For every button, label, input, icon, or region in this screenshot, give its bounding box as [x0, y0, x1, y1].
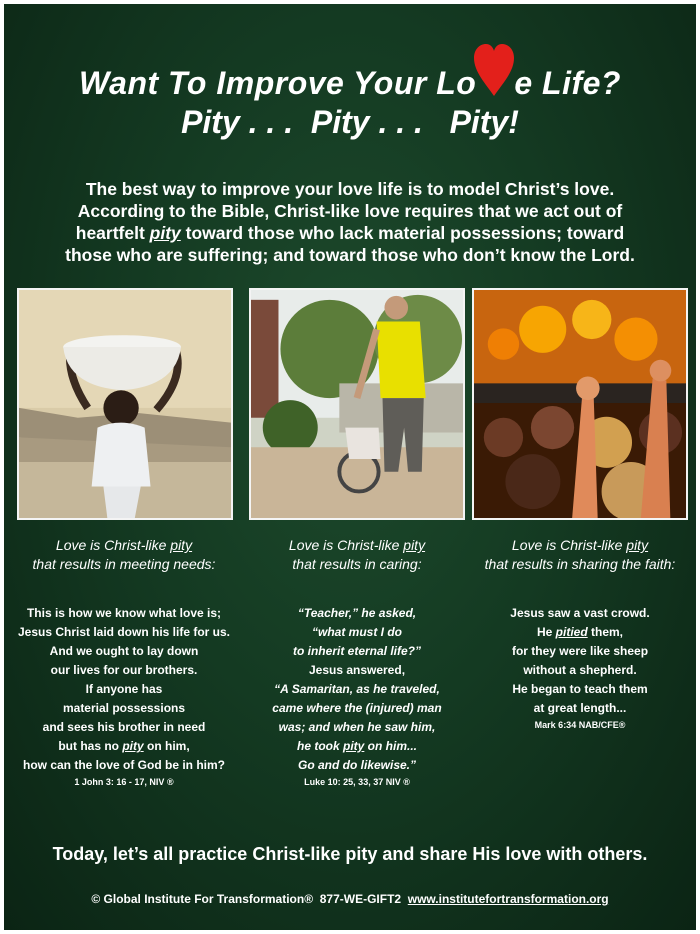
intro-line-1: The best way to improve your love life is to model Christ’s love.	[85, 179, 615, 199]
wheelchair-helper-photo	[249, 288, 465, 520]
worship-concert-photo	[472, 288, 688, 520]
footer-text: © Global Institute For Transformation® 877-WE-GIFT2	[91, 892, 408, 906]
heart-icon	[472, 42, 516, 98]
website-link[interactable]: www.institutefortransformation.org	[407, 892, 609, 906]
child-carrying-basin-photo	[17, 288, 233, 520]
caption-meeting-needs: Love is Christ-like pity that results in meeting needs:	[32, 537, 216, 572]
quote-mark: Jesus saw a vast crowd. He pitied them, for they were like sheep without a shepherd. He began to teach them at great length... Mark 6:34 NAB/CFE®	[460, 604, 696, 732]
closing-statement: Today, let’s all practice Christ-like pity and share His love with others.	[52, 844, 648, 864]
reference-luke: Luke 10: 25, 33, 37 NIV ®	[304, 777, 410, 787]
reference-mark: Mark 6:34 NAB/CFE®	[534, 720, 626, 730]
intro-line-3: heartfelt pity toward those who lack material possessions; toward	[75, 223, 625, 243]
poster	[4, 4, 696, 930]
title-part-2: e Life?	[514, 65, 621, 101]
intro-line-2: According to the Bible, Christ-like love requires that we act out of	[77, 201, 623, 221]
quote-john: This is how we know what love is; Jesus Christ laid down his life for us. And we ought to lay down our lives for our brothers. If anyone has material possessions and sees his brother in need but has no pity on him, how can the love of God be in him? 1 John 3: 16 - 17, NIV ®	[4, 604, 244, 789]
title-part-1: Want To Improve Your Lo	[79, 65, 477, 101]
subtitle: Pity . . . Pity . . . Pity!	[181, 104, 519, 140]
footer	[4, 892, 696, 906]
intro-paragraph	[34, 178, 666, 266]
caption-sharing-faith: Love is Christ-like pity that results in sharing the faith:	[484, 537, 676, 572]
intro-line-4: those who are suffering; and toward those who don’t know the Lord.	[65, 245, 635, 265]
reference-john: 1 John 3: 16 - 17, NIV ®	[74, 777, 174, 787]
caption-caring: Love is Christ-like pity that results in caring:	[288, 537, 426, 572]
quote-luke: “Teacher,” he asked, “what must I do to inherit eternal life?” Jesus answered, “A Samaritan, as he traveled, came where the (injured) man was; and when he saw him, he took pity on him... Go and do likewise.” Luke 10: 25, 33, 37 NIV ®	[237, 604, 477, 789]
pity-emphasis: pity	[149, 223, 181, 243]
page-title	[4, 42, 696, 102]
